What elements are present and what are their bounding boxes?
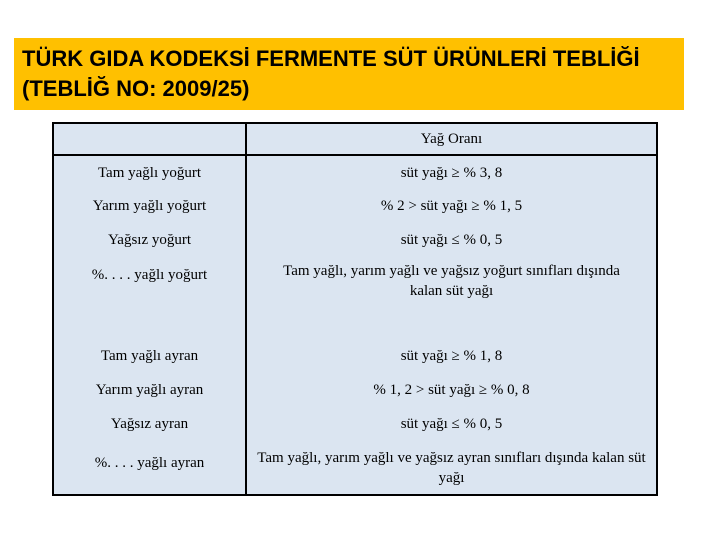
fat-ratio-cell: süt yağı ≤ % 0, 5	[246, 223, 657, 257]
fat-ratio-cell: Tam yağlı, yarım yağlı ve yağsız ayran sınıfları dışında kalan süt yağı	[246, 441, 657, 495]
title-line-2: (TEBLİĞ NO: 2009/25)	[22, 76, 250, 101]
table-row	[53, 257, 657, 305]
product-name-cell: Yarım yağlı yoğurt	[53, 189, 246, 223]
fat-ratio-cell: süt yağı ≥ % 3, 8	[246, 155, 657, 189]
product-name-cell: Yağsız ayran	[53, 407, 246, 441]
fat-ratio-cell: Tam yağlı, yarım yağlı ve yağsız yoğurt sınıfları dışında kalan süt yağı	[246, 257, 657, 305]
table-row-empty	[53, 305, 657, 339]
fat-ratio-cell: süt yağı ≤ % 0, 5	[246, 407, 657, 441]
table-row	[53, 189, 657, 223]
table-row	[53, 441, 657, 495]
table-row	[53, 155, 657, 189]
product-name-cell: Tam yağlı ayran	[53, 339, 246, 373]
empty-cell	[53, 305, 246, 339]
product-name-cell: Yarım yağlı ayran	[53, 373, 246, 407]
fat-ratio-cell: süt yağı ≥ % 1, 8	[246, 339, 657, 373]
header-cell-empty	[53, 123, 246, 155]
empty-cell	[246, 305, 657, 339]
table-row	[53, 223, 657, 257]
table-header-row	[53, 123, 657, 155]
title-line-1: TÜRK GIDA KODEKSİ FERMENTE SÜT ÜRÜNLERİ TEBLİĞİ	[22, 46, 640, 71]
table-row	[53, 339, 657, 373]
table-row	[53, 407, 657, 441]
slide-title	[14, 38, 684, 110]
fat-ratio-cell: % 1, 2 > süt yağı ≥ % 0, 8	[246, 373, 657, 407]
product-name-cell: %. . . . yağlı yoğurt	[53, 257, 246, 305]
header-cell-fat-ratio: Yağ Oranı	[246, 123, 657, 155]
table-row	[53, 373, 657, 407]
product-name-cell: %. . . . yağlı ayran	[53, 441, 246, 495]
product-name-cell: Tam yağlı yoğurt	[53, 155, 246, 189]
product-name-cell: Yağsız yoğurt	[53, 223, 246, 257]
fat-ratio-table	[52, 122, 658, 496]
fat-ratio-cell: % 2 > süt yağı ≥ % 1, 5	[246, 189, 657, 223]
